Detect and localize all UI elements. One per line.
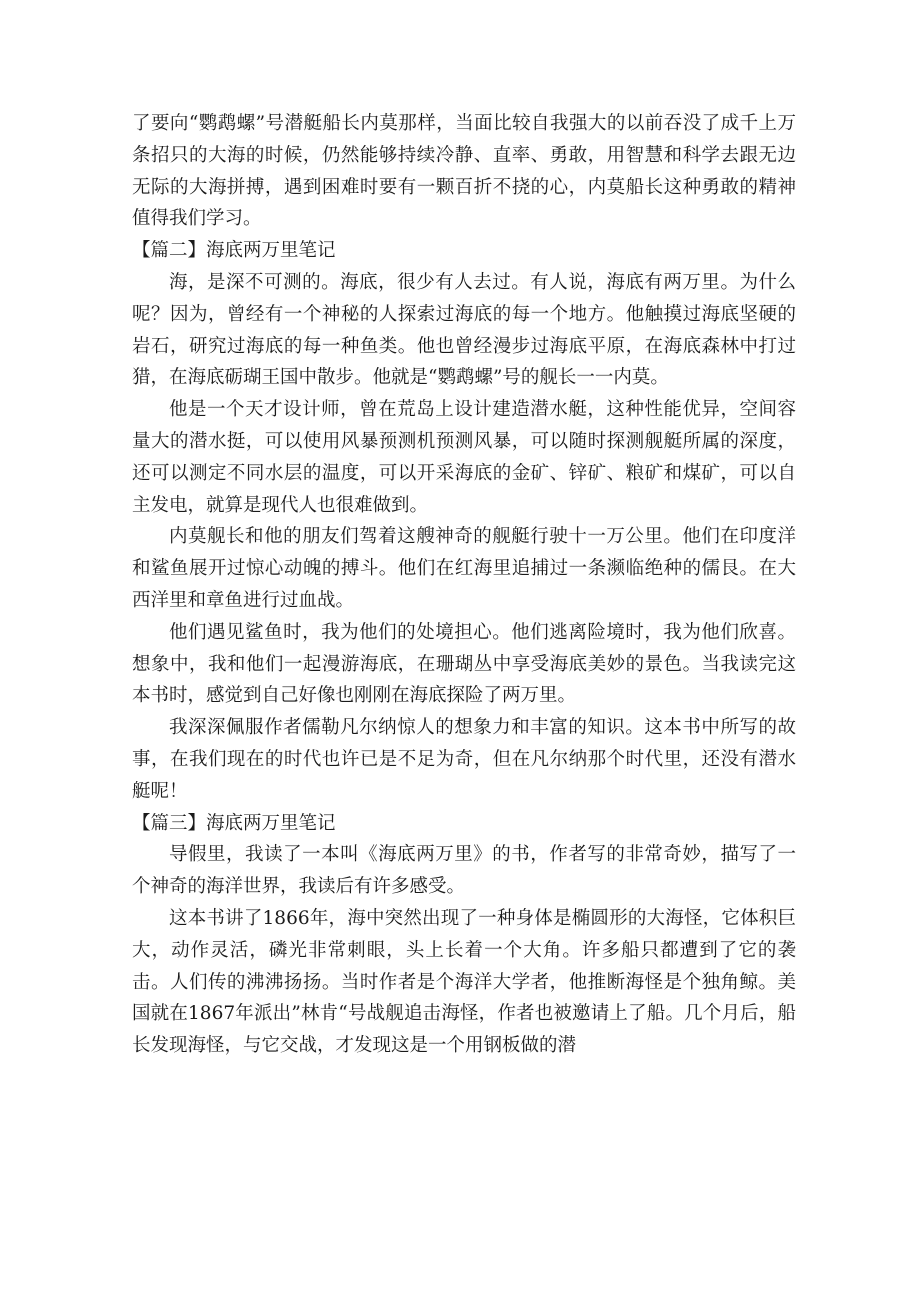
paragraph: 他是一个天才设计师，曾在荒岛上设计建造潜水艇，这种性能优异，空间容量大的潜水挺，可以使用风暴预测机预测风暴，可以随时探测舰艇所属的深度，还可以测定不同水层的温度，可以开采海底的金矿、锌矿、粮矿和煤矿，可以自主发电，就算是现代人也很难做到。 bbox=[132, 399, 796, 516]
paragraph: 导假里，我读了一本叫《海底两万里》的书，作者写的非常奇妙，描写了一个神奇的海洋世界，我读后有许多感受。 bbox=[132, 844, 796, 898]
paragraph-continuation: 了要向“鹦鹉螺”号潜艇船长内莫那样，当面比较自我强大的以前吞没了成千上万条招只的大海的时候，仍然能够持续冷静、直率、勇敢，用智慧和科学去跟无边无际的大海拼搏，遇到困难时要有一颗百折不挠的心，内莫船长这种勇敢的精神值得我们学习。 bbox=[132, 113, 796, 230]
paragraph: 我深深佩服作者儒勒凡尔纳惊人的想象力和丰富的知识。这本书中所写的故事，在我们现在的时代也许已是不足为奇，但在凡尔纳那个时代里，还没有潜水艇呢！ bbox=[132, 717, 796, 802]
section-heading-part-two: 【篇二】海底两万里笔记 bbox=[132, 240, 336, 262]
document-page bbox=[132, 108, 796, 1062]
paragraph: 他们遇见鲨鱼时，我为他们的处境担心。他们逃离险境时，我为他们欣喜。想象中，我和他们一起漫游海底，在珊瑚丛中享受海底美妙的景色。当我读完这本书时，感觉到自己好像也刚刚在海底探险了两万里。 bbox=[132, 621, 796, 707]
paragraph: 海，是深不可测的。海底，很少有人去过。有人说，海底有两万里。为什么呢？因为，曾经有一个神秘的人探索过海底的每一个地方。他触摸过海底坚硬的岩石，研究过海底的每一种鱼类。他也曾经漫步过海底平原，在海底森林中打过猎，在海底砺瑚王国中散步。他就是“鹦鹉螺”号的舰长一一内莫。 bbox=[132, 271, 796, 389]
paragraph: 这本书讲了1866年，海中突然出现了一种身体是椭圆形的大海怪，它体积巨大，动作灵活，磷光非常刺眼，头上长着一个大角。许多船只都遭到了它的袭击。人们传的沸沸扬扬。当时作者是个海洋大学者，他推断海怪是个独角鲸。美国就在1867年派出”林肯“号战舰追击海怪，作者也被邀请上了船。几个月后，船长发现海怪，与它交战，才发现这是一个用钢板做的潜 bbox=[132, 907, 796, 1057]
paragraph: 内莫舰长和他的朋友们驾着这艘神奇的舰艇行驶十一万公里。他们在印度洋和鲨鱼展开过惊心动魄的搏斗。他们在红海里追捕过一条濒临绝种的儒艮。在大西洋里和章鱼进行过血战。 bbox=[132, 526, 796, 611]
section-heading-part-three: 【篇三】海底两万里笔记 bbox=[132, 812, 336, 834]
